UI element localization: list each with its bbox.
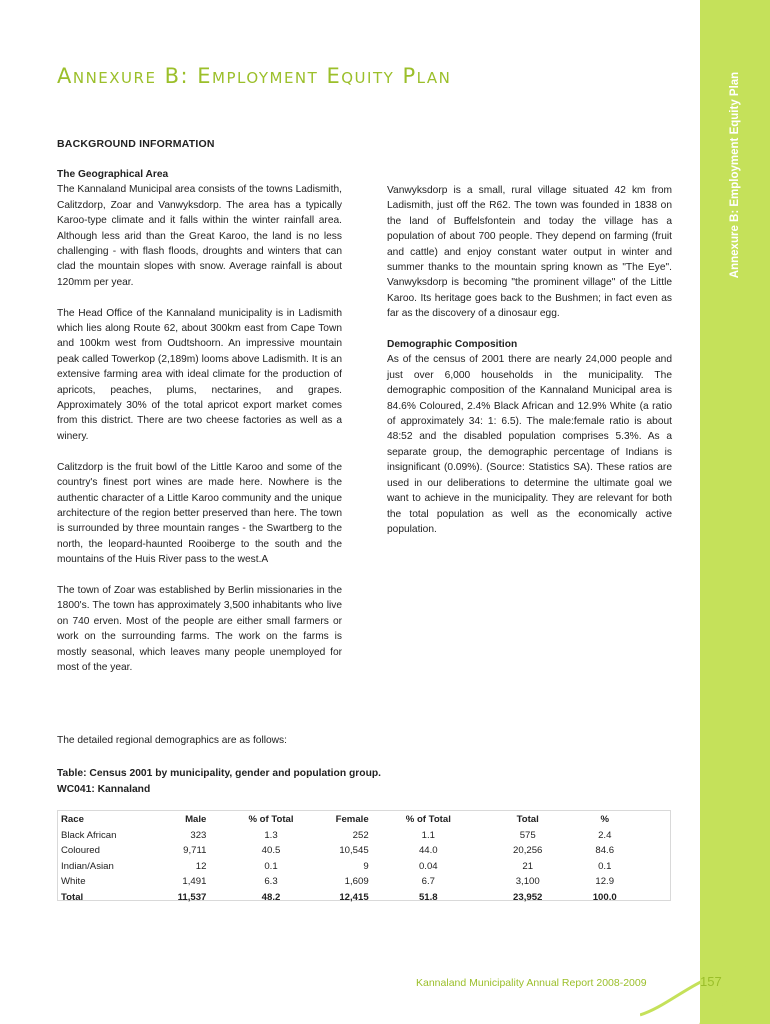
paragraph-vanwyksdorp: Vanwyksdorp is a small, rural village situated 42 km from Ladismith, just off the R62. The town was founded in 1838 on the land of Buffelsfontein and today the village has a population of about 700 people. They depend on farming (fruit and cattle) and enjoy constant water output in winter and summer thanks to the mountain spring known as "The Eye". Vanwyksdorp is becoming "the prominent village" of the Little Karoo. Its heritage goes back to the Bushmen; in fact even as far as the discovery of a dinosaur egg. xyxy=(387,185,672,320)
table-cell: 1.3 xyxy=(264,829,278,841)
table-cell: 48.2 xyxy=(261,891,281,903)
regional-demographics-intro: The detailed regional demographics are as follows: xyxy=(57,735,287,746)
table-cell: 9,711 xyxy=(183,845,207,857)
footer-report-name: Kannaland Municipality Annual Report 2008-2009 xyxy=(416,977,647,989)
table-cell: 0.1 xyxy=(598,860,612,872)
table-row xyxy=(61,859,642,875)
table-cell: 23,952 xyxy=(513,891,543,903)
column-header-female: Female xyxy=(335,814,369,826)
table-cell: 252 xyxy=(352,829,369,841)
table-subtitle: WC041: Kannaland xyxy=(57,783,151,795)
table-cell: 12 xyxy=(195,860,207,872)
table-cell: White xyxy=(61,876,86,888)
paragraph-demographics: As of the census of 2001 there are nearly 24,000 people and just over 6,000 households in the municipality. The demographic composition of the Kannaland Municipal area is 84.6% Coloured, 2.4% Black African and 12.9% White (a ratio of approximately 34: 1: 6.5). The male:female ratio is about 48:52 and the disabled population comprises 5.3%. As a separate group, the demographic percentage of Indians is insignificant (0.09%). (Source: Statistics SA). These ratios are used in our deliberations to determine the ultimate goal we want to achieve in the municipality. They are relevant for both the total population as well as the economically active population. xyxy=(387,354,672,535)
table-cell: 20,256 xyxy=(513,845,543,857)
table-cell: 575 xyxy=(519,829,536,841)
table-cell: 0.1 xyxy=(264,860,278,872)
table-cell: Black African xyxy=(61,829,117,841)
table-cell: 1.1 xyxy=(421,829,435,841)
table-cell: 21 xyxy=(522,860,534,872)
paragraph-calitzdorp: Calitzdorp is the fruit bowl of the Little Karoo and some of the country's finest port wines are made here. Nowhere is the authentic character of a Little Karoo community and the unique architecture of the region better preserved than here. The town is surrounded by three mountain ranges - the Swartberg to the north, the leopard-haunted Rooiberge to the south and the mountains of the Huis River pass to the west.A xyxy=(57,461,342,566)
table-cell: Coloured xyxy=(61,845,100,857)
table-row xyxy=(61,843,642,859)
column-header-male-percent: % of Total xyxy=(248,814,294,826)
table-cell: 51.8 xyxy=(418,891,438,903)
demographic-composition-heading: Demographic Composition xyxy=(387,339,518,351)
table-total-row xyxy=(61,890,642,906)
table-cell: Total xyxy=(61,891,84,903)
table-cell: 12,415 xyxy=(339,891,369,903)
table-header-row xyxy=(61,812,642,828)
column-header-percent: % xyxy=(600,814,609,826)
table-cell: 84.6 xyxy=(595,845,615,857)
table-cell: 12.9 xyxy=(595,876,615,888)
column-header-male: Male xyxy=(185,814,207,826)
section-heading: BACKGROUND INFORMATION xyxy=(57,138,215,150)
table-cell: 1,491 xyxy=(182,876,207,888)
table-cell: 11,537 xyxy=(177,891,207,903)
table-cell: 0.04 xyxy=(418,860,438,872)
table-cell: 9 xyxy=(363,860,369,872)
table-row xyxy=(61,874,642,890)
paragraph-kannaland-area: The Kannaland Municipal area consists of the towns Ladismith, Calitzdorp, Zoar and Vanwyksdorp. The area has a typically Karoo-type climate and it falls within the winter rainfall area. Although less arid than the Great Karoo, the land is no less challenging - with flash floods, droughts and winters that can clad the mountain slopes with snow. Average rainfall is about 120mm per year. xyxy=(57,184,342,288)
table-cell: 323 xyxy=(190,829,207,841)
table-cell: Indian/Asian xyxy=(61,860,114,872)
column-header-total: Total xyxy=(516,814,539,826)
page-number: 157 xyxy=(700,974,722,989)
page-title: Annexure B: Employment Equity Plan xyxy=(57,64,452,88)
table-cell: 40.5 xyxy=(261,845,281,857)
geographical-area-heading: The Geographical Area xyxy=(57,169,169,180)
table-caption xyxy=(57,766,381,797)
table-cell: 2.4 xyxy=(598,829,612,841)
column-header-race: Race xyxy=(61,814,84,826)
table-title: Table: Census 2001 by municipality, gender and population group. xyxy=(57,768,382,779)
census-table xyxy=(61,812,642,905)
table-cell: 6.7 xyxy=(421,876,435,888)
table-cell: 44.0 xyxy=(418,845,438,857)
left-column xyxy=(57,167,342,691)
table-cell: 10,545 xyxy=(339,845,369,857)
right-column xyxy=(387,183,672,553)
table-cell: 100.0 xyxy=(592,891,617,903)
table-cell: 3,100 xyxy=(515,876,540,888)
table-row xyxy=(61,828,642,844)
column-header-female-percent: % of Total xyxy=(405,814,451,826)
paragraph-zoar: The town of Zoar was established by Berlin missionaries in the 1800's. The town has approximately 3,500 inhabitants who live on 740 erven. Most of the people are either small farmers or work on the surrounding farms. The work on the farms is mostly seasonal, which leaves many people unemployed for most of the year. xyxy=(57,584,342,673)
table-cell: 6.3 xyxy=(264,876,278,888)
side-vertical-title: Annexure B: Employment Equity Plan xyxy=(729,71,741,279)
paragraph-ladismith: The Head Office of the Kannaland municipality is in Ladismith which lies along Route 62, about 300km east from Cape Town and 100km west from Oudtshoorn. An impressive mountain peak called Towerkop (2,189m) looms above Ladismith. It is an extensive farming area with ideal climate for the production of apricots, peaches, plums, nectarines, and grapes. Approximately 30% of the total apricot export market comes from this district. There are two cheese factories as well as a winery. xyxy=(57,307,342,442)
table-cell: 1,609 xyxy=(344,876,369,888)
